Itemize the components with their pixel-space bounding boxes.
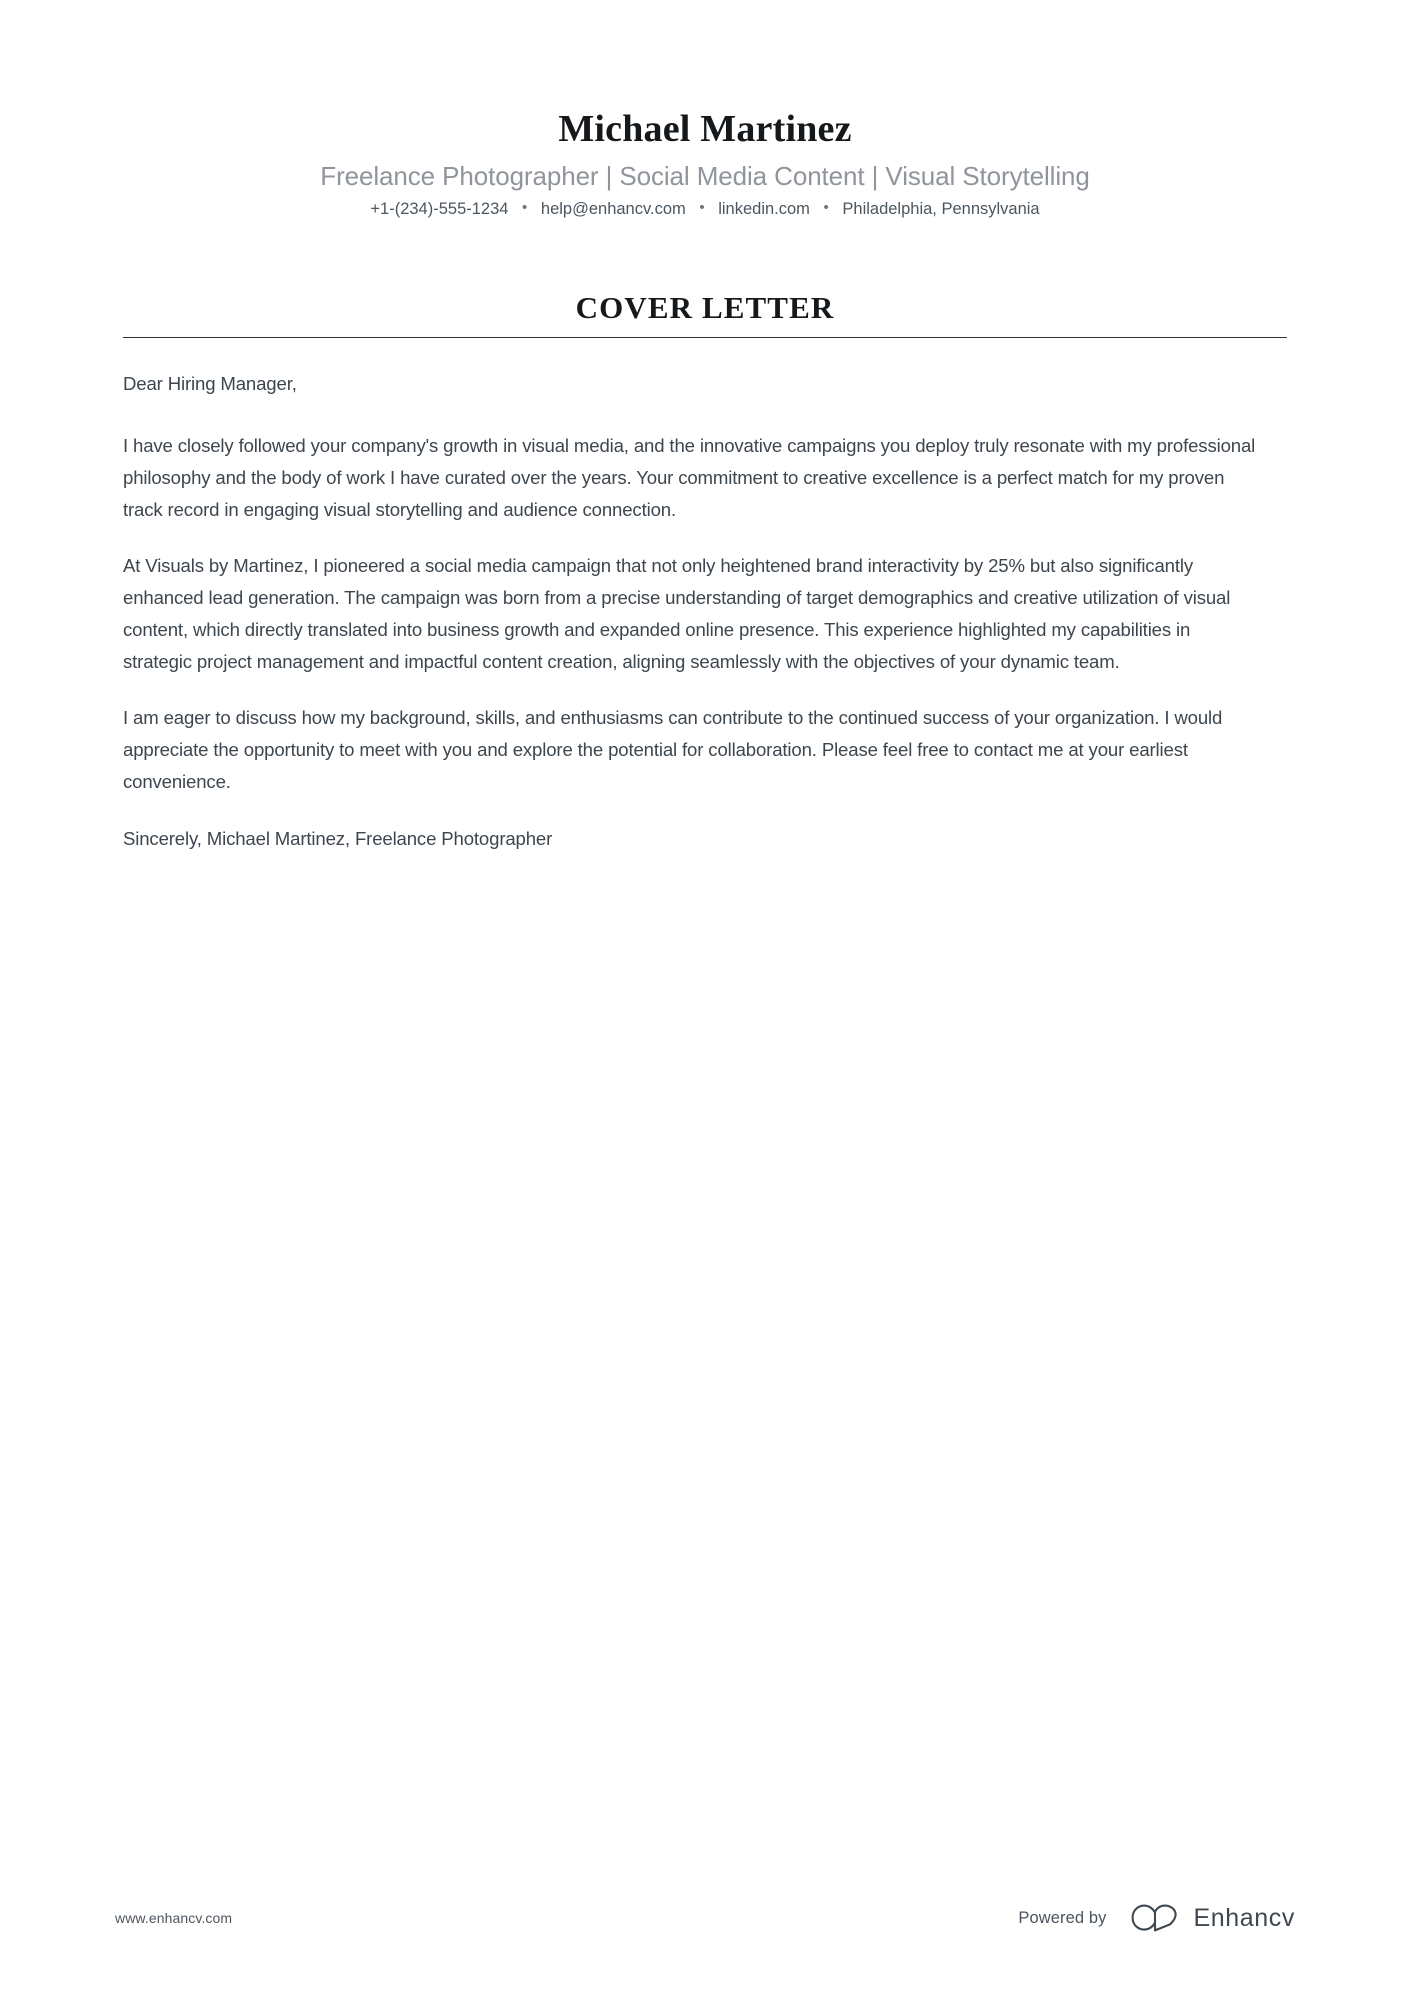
document-header [0, 0, 1410, 219]
enhancv-infinity-icon [1129, 1903, 1181, 1933]
document-footer [0, 1903, 1410, 1933]
contact-phone: +1-(234)-555-1234 [370, 200, 509, 219]
letter-paragraph: I am eager to discuss how my background, skills, and enthusiasms can contribute to the continued success of your organization. I would appreciate the opportunity to meet with you and explore the potential for collaboration. Please feel free to contact me at your earliest convenience. [123, 707, 1223, 793]
candidate-headline: Freelance Photographer | Social Media Content | Visual Storytelling [320, 160, 1090, 191]
letter-closing: Sincerely, Michael Martinez, Freelance Photographer [123, 828, 553, 850]
enhancv-logo[interactable] [1129, 1903, 1296, 1933]
contact-separator-icon: • [823, 199, 829, 217]
contact-email[interactable]: help@enhancv.com [540, 200, 686, 219]
contact-location: Philadelphia, Pennsylvania [842, 200, 1040, 219]
letter-paragraph: I have closely followed your company's growth in visual media, and the innovative campaigns you deploy truly resonate with my professional philosophy and the body of work I have curated over the years. Your commitment to creative excellence is a perfect match for my proven track record in engaging visual storytelling and audience connection. [123, 435, 1256, 521]
cover-letter-section-header [0, 291, 1410, 338]
section-divider [123, 337, 1287, 338]
contact-line [0, 199, 1410, 219]
section-title: COVER LETTER [575, 290, 835, 326]
powered-by-label: Powered by [1018, 1908, 1107, 1927]
contact-separator-icon: • [699, 199, 705, 217]
letter-paragraph: At Visuals by Martinez, I pioneered a social media campaign that not only heightened brand interactivity by 25% but also significantly enhanced lead generation. The campaign was born from a precise understanding of target demographics and creative utilization of visual content, which directly translated into business growth and expanded online presence. This experience highlighted my capabilities in strategic project management and impactful content creation, aligning seamlessly with the objectives of your dynamic team. [123, 555, 1231, 673]
footer-website-url[interactable]: www.enhancv.com [115, 1910, 233, 1926]
candidate-name: Michael Martinez [558, 108, 852, 150]
letter-body [0, 368, 1410, 855]
footer-branding [1018, 1903, 1295, 1933]
contact-linkedin[interactable]: linkedin.com [718, 200, 810, 219]
enhancv-wordmark: Enhancv [1193, 1903, 1295, 1932]
contact-separator-icon: • [522, 199, 528, 217]
letter-salutation: Dear Hiring Manager, [123, 373, 297, 395]
